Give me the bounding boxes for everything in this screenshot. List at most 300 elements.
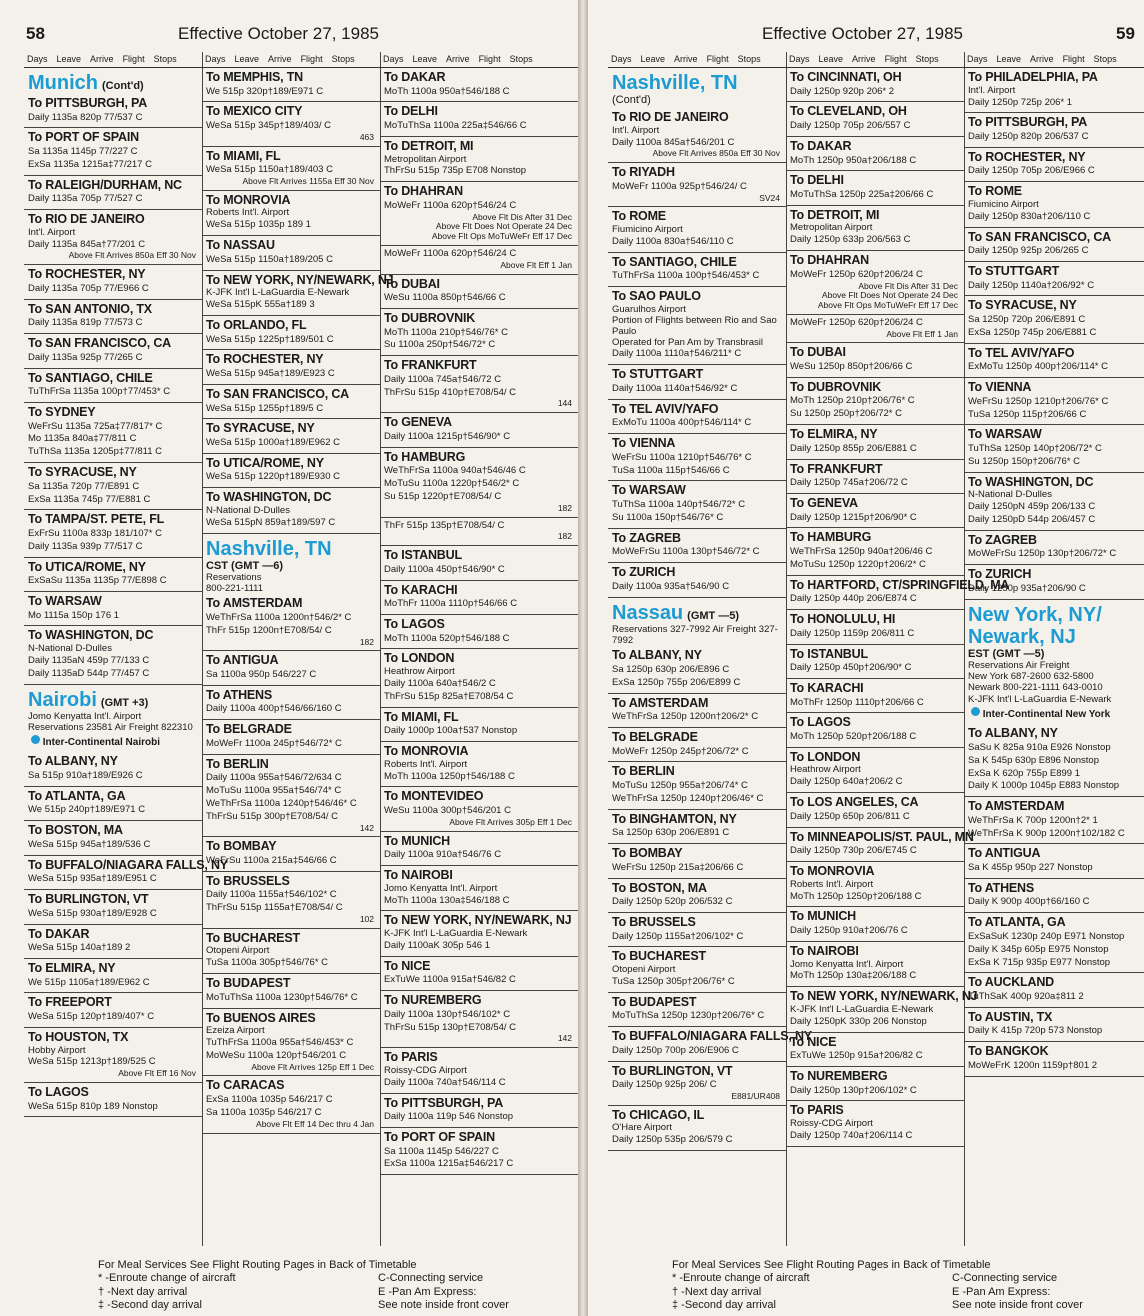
destination-name: To ISTANBUL xyxy=(384,548,462,563)
destination-name: To MIAMI, FL xyxy=(384,709,459,724)
legend-item: † -Next day arrival xyxy=(672,1285,762,1298)
flight-row: ExTuWe 1250p 915a†206/82 C xyxy=(790,1050,923,1062)
flight-row: Sa 1250p 630p 206/E891 C xyxy=(612,827,730,839)
city-info-line: Reservations 23581 Air Freight 822310 xyxy=(28,722,193,733)
destination-entry xyxy=(24,959,202,993)
flight-row: Daily 1000p 100a†537 Nonstop xyxy=(384,725,518,737)
destination-entry xyxy=(202,191,380,236)
destination-name: To MUNICH xyxy=(790,909,857,924)
destination-name: To BOMBAY xyxy=(612,846,683,861)
flight-row: MoTuSu 1250p 955a†206/74* C xyxy=(612,780,748,792)
destination-name: To GENEVA xyxy=(384,415,452,430)
destination-entry xyxy=(964,296,1144,343)
flight-row: Daily 1250p 700p 206/E906 C xyxy=(612,1044,739,1056)
destination-name: To ROCHESTER, NY xyxy=(28,267,146,282)
legend-row xyxy=(672,1286,1083,1299)
origin-city-name: Munich xyxy=(28,72,98,94)
destination-entry xyxy=(786,206,964,251)
flight-row: We 515p 320p†189/E971 C xyxy=(206,85,324,97)
flight-row: ThFr 515p 1200n†E708/54/ C xyxy=(206,624,332,636)
legend-item: E -Pan Am Express: xyxy=(378,1285,477,1298)
destination-name: To CLEVELAND, OH xyxy=(790,104,907,119)
flight-row: Daily 1135a 820p 77/537 C xyxy=(28,111,143,123)
destination-name: To ISTANBUL xyxy=(790,646,868,661)
legend-item: See note inside front cover xyxy=(378,1298,509,1311)
destination-entry xyxy=(24,1083,202,1117)
flight-row: Daily 1250pD 544p 206/457 C xyxy=(968,514,1096,526)
destination-entry xyxy=(202,1076,380,1133)
destination-entry xyxy=(608,762,786,809)
column-header-label: Days xyxy=(27,54,48,64)
flight-row: Daily 1100a 1140a†546/92* C xyxy=(612,382,738,394)
destination-entry xyxy=(202,236,380,270)
destination-name: To DETROIT, MI xyxy=(384,138,474,153)
flight-row: Sa 1135a 1145p 77/227 C xyxy=(28,146,138,158)
destination-subtext: N-National D-Dulles xyxy=(28,643,112,655)
flight-row: Daily 1250p 130p†206/102* C xyxy=(790,1084,917,1096)
destination-name: To ROME xyxy=(612,209,666,224)
origin-city-heading xyxy=(24,685,202,711)
destination-entry xyxy=(380,102,578,136)
destination-name: To LONDON xyxy=(384,651,455,666)
destination-entry xyxy=(964,262,1144,296)
destination-name: To BELGRADE xyxy=(612,729,698,744)
destination-entry xyxy=(380,787,578,831)
destination-name: To LONDON xyxy=(790,749,861,764)
flight-row: Daily 1100a 1215p†546/90* C xyxy=(384,430,511,442)
legend-footer xyxy=(672,1259,1083,1312)
destination-name: To STUTTGART xyxy=(612,367,704,382)
destination-entry xyxy=(24,1028,202,1083)
destination-name: To WARSAW xyxy=(28,594,102,608)
legend-row xyxy=(672,1272,1083,1285)
destination-entry xyxy=(202,385,380,419)
flight-row: Daily 1250p 640a†206/2 C xyxy=(790,776,903,788)
destination-entry xyxy=(24,128,202,175)
flight-row: ThFrSu 515p 735p E708 Nonstop xyxy=(384,165,527,177)
flight-row: Daily 1100a 830a†546/110 C xyxy=(612,235,734,247)
destination-name: To RIO DE JANEIRO xyxy=(612,110,729,124)
destination-subtext: Guarulhos Airport xyxy=(612,303,686,315)
destination-entry xyxy=(786,460,964,494)
page-title: Effective October 27, 1985 xyxy=(762,24,963,43)
destination-name: To ATLANTA, GA xyxy=(968,915,1066,930)
destination-entry xyxy=(380,518,578,547)
flight-row: Su 1100a 150p†546/76* C xyxy=(612,511,724,523)
destination-name: To DUBROVNIK xyxy=(790,379,882,394)
flight-row: TuThSaK 400p 920a‡811 2 xyxy=(968,990,1084,1002)
destination-entry xyxy=(24,592,202,626)
destination-name: To RIYADH xyxy=(612,165,675,180)
destination-entry xyxy=(786,645,964,679)
destination-name: To MUNICH xyxy=(384,833,451,848)
origin-city-name: New York, NY/ Newark, NJ xyxy=(968,603,1102,648)
column-header-label: Stops xyxy=(1093,54,1117,64)
destination-entry xyxy=(380,649,578,707)
origin-city-name: Nassau xyxy=(612,601,684,624)
globe-icon xyxy=(971,707,980,716)
destination-entry xyxy=(380,615,578,649)
column-header-label: Arrive xyxy=(674,54,698,64)
destination-entry xyxy=(786,793,964,827)
destination-name: To BURLINGTON, VT xyxy=(612,1063,733,1078)
destination-entry xyxy=(786,1067,964,1101)
flight-row: WeFrSu 1135a 725a‡77/817* C xyxy=(28,420,163,432)
flight-row: ExSa K 715p 935p E977 Nonstop xyxy=(968,956,1111,968)
destination-subtext: Fiumicino Airport xyxy=(968,198,1039,210)
flight-row: Daily 1100a 955a†546/72/634 C xyxy=(206,772,342,784)
destination-name: To RIO DE JANEIRO xyxy=(28,212,145,227)
destination-name: To WARSAW xyxy=(968,427,1042,442)
destination-entry xyxy=(964,973,1144,1007)
destination-entry xyxy=(964,344,1144,378)
destination-name: To NICE xyxy=(384,958,431,973)
destination-name: To BURLINGTON, VT xyxy=(28,892,149,907)
flight-row: WeSa 515p 140a†189 2 xyxy=(28,942,131,954)
destination-name: To SANTIAGO, CHILE xyxy=(28,370,153,385)
destination-name: To HARTFORD, CT/SPRINGFIELD, MA xyxy=(790,577,1010,592)
flight-row: Daily 1250p 1159p 206/811 C xyxy=(790,627,915,639)
column-header xyxy=(608,52,786,68)
destination-entry xyxy=(202,974,380,1008)
flight-row: Daily 1250p 830a†206/110 C xyxy=(968,210,1091,222)
destination-entry xyxy=(964,378,1144,425)
flight-row: Su 1250p 150p†206/76* C xyxy=(968,455,1080,467)
destination-name: To HAMBURG xyxy=(384,449,466,464)
destination-entry xyxy=(24,300,202,334)
destination-entry xyxy=(786,68,964,102)
destination-entry xyxy=(202,872,380,929)
column-group xyxy=(24,52,578,1246)
flight-row: MoTh 1250p 950a†206/188 C xyxy=(790,154,917,166)
destination-entry xyxy=(786,942,964,987)
destination-entry xyxy=(24,558,202,592)
column-header-label: Stops xyxy=(331,54,355,64)
flight-row: Sa 1100a 1145p 546/227 C xyxy=(384,1145,499,1157)
destination-entry xyxy=(202,651,380,685)
destination-entry xyxy=(380,448,578,518)
destination-name: To BUFFALO/NIAGARA FALLS, NY xyxy=(612,1029,812,1044)
legend-item: ‡ -Second day arrival xyxy=(672,1298,776,1311)
destination-entry xyxy=(964,565,1144,599)
flight-row: WeSa 515p 1000a†189/E962 C xyxy=(206,436,340,448)
flight-note: Above Flt Eff 16 Nov xyxy=(118,1068,196,1079)
timezone-label: EST (GMT —5) xyxy=(968,647,1045,660)
destination-name: To KARACHI xyxy=(790,680,864,695)
continued-label: (Cont'd) xyxy=(612,94,651,106)
destination-name: To MEXICO CITY xyxy=(206,104,303,119)
column-header-label: Flight xyxy=(122,54,145,64)
flight-row: WeSa 515p 1035p 189 1 xyxy=(206,219,311,231)
legend-row xyxy=(672,1299,1083,1312)
flight-row: TuThFrSa 1100a 955a†546/453* C xyxy=(206,1037,354,1049)
destination-name: To NEW YORK, NY/NEWARK, NJ xyxy=(206,272,394,287)
destination-entry xyxy=(786,315,964,344)
destination-name: To NAIROBI xyxy=(790,943,859,958)
destination-subtext: N-National D-Dulles xyxy=(206,504,290,516)
flight-row: Sa K 545p 630p E896 Nonstop xyxy=(968,754,1099,766)
flight-row: Daily 1250p 520p 206/532 C xyxy=(612,896,733,908)
legend-item: * -Enroute change of aircraft xyxy=(98,1272,236,1285)
destination-entry xyxy=(786,343,964,377)
flight-row: MoWeFr 1250p 620p†206/24 C xyxy=(790,268,923,280)
flight-row: WeFrSu 1250p 1210p†206/76* C xyxy=(968,395,1109,407)
column-header-label: Days xyxy=(205,54,226,64)
legend-item: C-Connecting service xyxy=(378,1272,484,1285)
destination-name: To BINGHAMTON, NY xyxy=(612,811,737,826)
flight-row: We 515p 240p†189/E971 C xyxy=(28,804,146,816)
flight-row: MoTuThSa 1100a 1230p†546/76* C xyxy=(206,991,358,1003)
destination-name: To LAGOS xyxy=(790,715,851,730)
flight-note: 142 xyxy=(557,1033,572,1044)
destination-subtext: Roberts Int'l. Airport xyxy=(206,207,290,219)
flight-row: ExSaSuK 1230p 240p E971 Nonstop xyxy=(968,930,1125,942)
page-header xyxy=(588,22,1144,48)
destination-entry xyxy=(202,271,394,316)
destination-subtext: Metropolitan Airport xyxy=(384,153,467,165)
destination-entry xyxy=(380,866,578,911)
flight-row: ExSa K 620p 755p E899 1 xyxy=(968,767,1080,779)
flight-row: WeSa 515pN 859a†189/597 C xyxy=(206,516,336,528)
destination-name: To ZURICH xyxy=(968,567,1032,582)
flight-row: Sa 1250p 630p 206/E896 C xyxy=(612,663,730,675)
destination-name: To AMSTERDAM xyxy=(612,695,709,710)
flight-row: WeThFrSa 1250p 1240p†206/46* C xyxy=(612,792,764,804)
destination-entry xyxy=(608,844,786,878)
destination-name: To SYRACUSE, NY xyxy=(206,421,315,436)
destination-entry xyxy=(786,251,964,315)
destination-name: To WASHINGTON, DC xyxy=(28,628,154,643)
column-header xyxy=(964,52,1144,68)
destination-name: To ATHENS xyxy=(206,687,273,702)
destination-entry xyxy=(24,821,202,855)
destination-entry xyxy=(786,137,964,171)
flight-row: Daily K 345p 605p E975 Nonstop xyxy=(968,943,1109,955)
column-header-label: Leave xyxy=(56,54,82,64)
flight-row: TuSa 1100a 305p†546/76* C xyxy=(206,957,329,969)
destination-name: To MINNEAPOLIS/ST. PAUL, MN xyxy=(790,829,974,844)
page-header xyxy=(0,22,578,48)
flight-note: 144 xyxy=(557,398,572,409)
flight-row: Daily 1135aN 459p 77/133 C xyxy=(28,654,150,666)
destination-subtext: Portion of Flights between Rio and Sao Paulo xyxy=(612,314,777,337)
flight-row: We 515p 1105a†189/E962 C xyxy=(28,976,150,988)
destination-entry xyxy=(202,454,380,488)
flight-row: WeSu 1100a 300p†546/201 C xyxy=(384,805,511,816)
destination-name: To MONROVIA xyxy=(206,192,291,207)
origin-city-heading xyxy=(608,68,786,94)
destination-name: To ELMIRA, NY xyxy=(28,961,116,976)
timetable-column xyxy=(608,52,812,1246)
flight-row: Daily 1250p 725p 206* 1 xyxy=(968,96,1073,108)
flight-row: Daily K 900p 400p†66/160 C xyxy=(968,896,1090,908)
flight-row: Sa 1100a 950p 546/227 C xyxy=(206,668,317,680)
column-header-label: Leave xyxy=(234,54,260,64)
destination-entry xyxy=(202,316,380,350)
destination-entry xyxy=(608,947,786,992)
flight-row: Daily 1100a 910a†546/76 C xyxy=(384,849,502,861)
flight-row: Daily 1250p 705p 206/557 C xyxy=(790,120,911,132)
flight-note: Above Flt Dis After 31 Dec xyxy=(472,211,572,222)
destination-name: To FRANKFURT xyxy=(790,461,883,476)
destination-name: To AUCKLAND xyxy=(968,975,1054,990)
destination-name: To HAMBURG xyxy=(790,530,872,545)
destination-name: To FRANKFURT xyxy=(384,358,477,373)
flight-row: ThFrSu 515p 300p†E708/54/ C xyxy=(206,810,339,822)
column-header xyxy=(380,52,578,68)
destination-name: To BERLIN xyxy=(206,756,269,771)
city-info-line: Reservations Air Freight xyxy=(968,659,1070,671)
destination-name: To SAN ANTONIO, TX xyxy=(28,301,152,316)
destination-name: To PORT OF SPAIN xyxy=(384,1129,495,1144)
flight-row: MoTh 1250p 130a‡206/188 C xyxy=(790,970,917,982)
flight-row: ExSa 1135a 1215a‡77/217 C xyxy=(28,158,152,170)
legend-item: See note inside front cover xyxy=(952,1298,1083,1311)
column-header-label: Days xyxy=(611,54,632,64)
timetable-column xyxy=(380,52,578,1246)
destination-name: To BUENOS AIRES xyxy=(206,1010,316,1025)
destination-entry xyxy=(786,610,964,644)
column-header-label: Arrive xyxy=(446,54,470,64)
flight-row: ExSa 1250p 755p 206/E899 C xyxy=(612,676,741,688)
destination-entry xyxy=(608,1106,786,1151)
flight-row: Sa 515p 910a†189/E926 C xyxy=(28,770,143,782)
destination-entry xyxy=(24,403,202,463)
flight-row: MoTuSu 1250p 1220p†206/2* C xyxy=(790,558,926,570)
column-header-label: Stops xyxy=(509,54,533,64)
destination-name: To VIENNA xyxy=(612,436,676,451)
destination-entry xyxy=(786,378,964,425)
destination-name: To LAGOS xyxy=(28,1085,89,1100)
destination-entry xyxy=(608,253,786,287)
city-info-line: Jomo Kenyatta Int'l. Airport xyxy=(28,710,142,722)
flight-row: WeSa 515p 1220p†189/E930 C xyxy=(206,471,340,483)
flight-row: WeThFrSa 1100a 1240p†546/46* C xyxy=(206,797,357,809)
destination-entry xyxy=(202,720,380,754)
destination-subtext: O'Hare Airport xyxy=(612,1122,672,1134)
origin-city-name: Nairobi xyxy=(28,688,97,711)
destination-name: To DHAHRAN xyxy=(384,184,464,199)
destination-name: To PARIS xyxy=(790,1103,844,1118)
flight-note: 463 xyxy=(359,131,374,142)
flight-row: WeSa 515p 810p 189 Nonstop xyxy=(28,1100,158,1112)
flight-row: Daily 1250p 1140a†206/92* C xyxy=(968,279,1095,291)
book-gutter xyxy=(578,0,588,1316)
flight-row: WeSa 515p 1150a†189/205 C xyxy=(206,253,333,265)
destination-name: To MONROVIA xyxy=(790,864,875,879)
destination-name: To DELHI xyxy=(384,104,438,119)
flight-row: Daily 1100a 119p 546 Nonstop xyxy=(384,1111,514,1123)
destination-name: To ANTIGUA xyxy=(206,653,279,668)
destination-name: To TEL AVIV/YAFO xyxy=(968,345,1075,360)
destination-entry xyxy=(202,350,380,384)
flight-row: ThFrSu 515p 410p†E708/54/ C xyxy=(384,386,517,398)
destination-name: To DUBAI xyxy=(384,276,440,291)
destination-name: To NEW YORK, NY/NEWARK, NJ xyxy=(790,989,978,1004)
destination-name: To BERLIN xyxy=(612,764,675,779)
flight-row: MoWeFr 1250p 245p†206/72* C xyxy=(612,745,749,757)
hotel-line xyxy=(24,733,202,752)
flight-row: Daily 1250p 745a†206/72 C xyxy=(790,477,908,489)
destination-entry xyxy=(964,228,1144,262)
flight-row: MoWeFr 1100a 620p†546/24 C xyxy=(384,199,517,211)
flight-row: TuSa 1250p 115p†206/66 C xyxy=(968,408,1087,420)
globe-icon xyxy=(31,735,40,744)
destination-entry xyxy=(202,147,380,191)
flight-row: WeSa 515p 945a†189/536 C xyxy=(28,838,151,850)
flight-row: ThFr 515p 135p†E708/54/ C xyxy=(384,519,505,531)
flight-row: Su 515p 1220p†E708/54/ C xyxy=(384,490,502,502)
destination-name: To PITTSBURGH, PA xyxy=(28,96,148,110)
destination-entry xyxy=(202,755,380,838)
destination-name: To ATLANTA, GA xyxy=(28,788,126,803)
legend-row xyxy=(98,1286,509,1299)
destination-entry xyxy=(786,494,964,528)
destination-name: To BUFFALO/NIAGARA FALLS, NY xyxy=(28,857,228,872)
destination-name: To ORLANDO, FL xyxy=(206,318,307,332)
destination-name: To AMSTERDAM xyxy=(206,596,303,611)
destination-entry xyxy=(24,463,202,510)
destination-entry xyxy=(202,837,380,871)
city-info-line: 800-221-1111 xyxy=(206,582,264,594)
flight-note: Above Flt Does Not Operate 24 Dec xyxy=(435,221,572,232)
flight-row: Daily 1100a 130p†546/102* C xyxy=(384,1008,511,1020)
column-header-label: Days xyxy=(383,54,404,64)
flight-row: WeFrSu 1100a 1210p†546/76* C xyxy=(612,451,752,463)
hotel-line xyxy=(964,705,1144,724)
destination-name: To ZAGREB xyxy=(968,532,1037,547)
destination-entry xyxy=(786,1033,964,1067)
destination-subtext: Operated for Pan Am by Transbrasil xyxy=(612,336,764,348)
destination-name: To PITTSBURGH, PA xyxy=(384,1095,504,1110)
destination-name: To BANGKOK xyxy=(968,1044,1049,1059)
destination-name: To MONTEVIDEO xyxy=(384,789,484,804)
destination-subtext: Otopeni Airport xyxy=(206,945,270,957)
flight-row: Daily 1100a 1110a†546/211* C xyxy=(612,348,742,360)
destination-name: To SYRACUSE, NY xyxy=(968,298,1077,313)
flight-row: MoThFr 1250p 1110p†206/66 C xyxy=(790,696,924,708)
flight-row: MoTh 1250p 1250p†206/188 C xyxy=(790,890,922,902)
flight-row: Daily 1100a 745a†546/72 C xyxy=(384,373,502,385)
origin-city-heading xyxy=(964,600,1144,648)
flight-row: MoWeFrK 1200n 1159p†801 2 xyxy=(968,1059,1098,1071)
flight-row: ThFrSu 515p 1155a†E708/54/ C xyxy=(206,902,343,914)
destination-entry xyxy=(608,728,786,762)
destination-entry xyxy=(380,546,578,580)
destination-name: To ELMIRA, NY xyxy=(790,427,878,442)
flight-row: MoTuThSa 1250p 225a‡206/66 C xyxy=(790,188,934,200)
destination-name: To BUDAPEST xyxy=(612,994,697,1009)
destination-name: To DELHI xyxy=(790,173,844,188)
flight-row: Su 1250p 250p†206/72* C xyxy=(790,408,902,420)
destination-entry xyxy=(380,356,578,413)
column-header-label: Days xyxy=(967,54,988,64)
flight-row: Daily 1100aK 305p 546 1 xyxy=(384,939,490,951)
destination-entry xyxy=(24,369,202,403)
destination-entry xyxy=(608,287,786,365)
destination-entry xyxy=(786,907,964,941)
destination-name: To TAMPA/ST. PETE, FL xyxy=(28,512,165,527)
column-header-label: Leave xyxy=(412,54,438,64)
city-info-line: Newark 800-221-1111 643-0010 xyxy=(968,682,1103,694)
origin-city-suffix: (Cont'd) xyxy=(102,80,144,92)
legend-footer xyxy=(98,1259,509,1312)
flight-row: MoWeFr 1100a 925p†546/24/ C xyxy=(612,180,747,192)
origin-city-suffix: (GMT —5) xyxy=(687,609,740,622)
flight-note: Above Flt Arrives 1155a Eff 30 Nov xyxy=(242,176,374,187)
flight-row: Sa 1250p 720p 206/E891 C xyxy=(968,314,1086,326)
destination-name: To GENEVA xyxy=(790,495,858,510)
